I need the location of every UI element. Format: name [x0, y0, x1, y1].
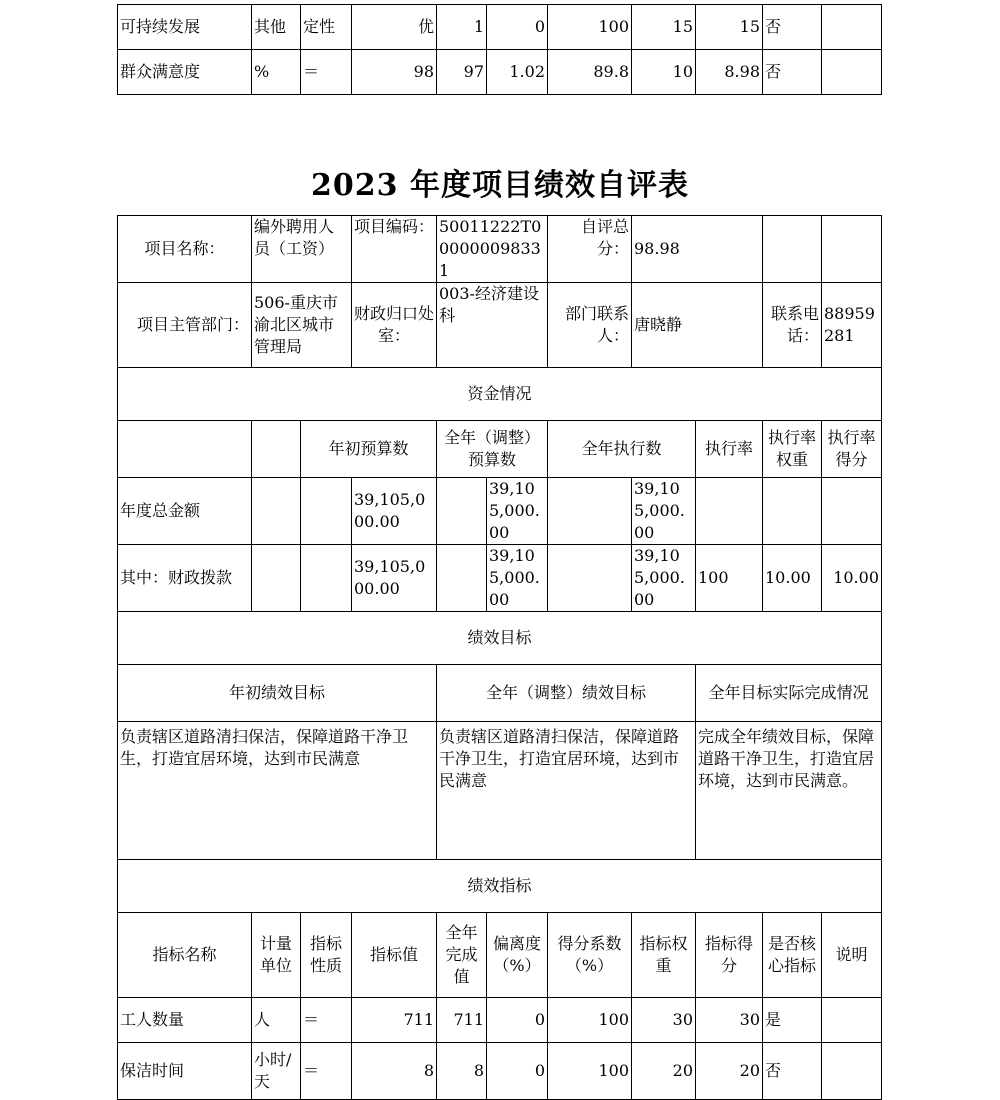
indicator-core: 否: [763, 50, 822, 95]
empty-cell: [252, 478, 301, 545]
table-row: [118, 5, 882, 50]
empty-cell: [822, 216, 882, 283]
indicator-deviation: 1.02: [487, 50, 548, 95]
project-name: 编外聘用人员（工资）: [252, 216, 352, 283]
rate-score: [822, 478, 882, 545]
funds-header-row: [118, 421, 882, 478]
goals-section-title: 绩效目标: [118, 612, 882, 665]
rate-weight: [763, 478, 822, 545]
initial-budget: 39,105,000.00: [352, 478, 437, 545]
executed-amount: 39,105,000.00: [632, 545, 696, 612]
empty-cell: [437, 545, 487, 612]
goals-header-row: [118, 665, 882, 722]
indicator-unit: 人: [252, 998, 301, 1043]
initial-goal-text: 负责辖区道路清扫保洁，保障道路干净卫生，打造宜居环境，达到市民满意: [118, 722, 437, 860]
indicator-note: [822, 998, 882, 1043]
project-name-label: 项目名称：: [118, 216, 252, 283]
indicator-name: 工人数量: [118, 998, 252, 1043]
rate: 100: [696, 545, 763, 612]
indicator-note: [822, 5, 882, 50]
indicator-deviation: 0: [487, 1043, 548, 1100]
indicator-actual: 711: [437, 998, 487, 1043]
adjusted-goal-header: 全年（调整）绩效目标: [437, 665, 696, 722]
project-info-row: [118, 283, 882, 368]
header-score: 指标得分: [696, 913, 763, 998]
rate-score: 10.00: [822, 545, 882, 612]
indicator-deviation: 0: [487, 998, 548, 1043]
adjusted-budget-header: 全年（调整）预算数: [437, 421, 548, 478]
table-row: [118, 50, 882, 95]
indicator-target: 8: [352, 1043, 437, 1100]
funds-section-title: 资金情况: [118, 368, 882, 421]
adjusted-budget: 39,105,000.00: [487, 478, 548, 545]
header-deviation: 偏离度（%）: [487, 913, 548, 998]
funds-row-label: 年度总金额: [118, 478, 252, 545]
dept-label: 项目主管部门：: [118, 283, 252, 368]
header-target: 指标值: [352, 913, 437, 998]
self-score: 98.98: [632, 216, 763, 283]
indicator-nature: ＝: [301, 50, 352, 95]
table-row: [118, 1043, 882, 1100]
indicator-core: 否: [763, 5, 822, 50]
indicator-name: 可持续发展: [118, 5, 252, 50]
table-row: [118, 545, 882, 612]
rate-header: 执行率: [696, 421, 763, 478]
indicator-unit: 小时/天: [252, 1043, 301, 1100]
header-weight: 指标权重: [632, 913, 696, 998]
indicator-unit: 其他: [252, 5, 301, 50]
phone: 88959281: [822, 283, 882, 368]
initial-goal-header: 年初绩效目标: [118, 665, 437, 722]
header-nature: 指标性质: [301, 913, 352, 998]
indicator-core: 否: [763, 1043, 822, 1100]
empty-cell: [252, 421, 301, 478]
initial-budget: 39,105,000.00: [352, 545, 437, 612]
finance-label: 财政归口处室：: [352, 283, 437, 368]
indicator-nature: ＝: [301, 998, 352, 1043]
indicator-weight: 10: [632, 50, 696, 95]
empty-cell: [252, 545, 301, 612]
funds-row-label: 其中：财政拨款: [118, 545, 252, 612]
indicator-score: 8.98: [696, 50, 763, 95]
section-row: [118, 860, 882, 913]
header-actual: 全年完成值: [437, 913, 487, 998]
empty-cell: [301, 478, 352, 545]
section-row: [118, 368, 882, 421]
indicator-score: 15: [696, 5, 763, 50]
project-code: 50011222T000000098331: [437, 216, 548, 283]
empty-cell: [763, 216, 822, 283]
dept: 506-重庆市渝北区城市管理局: [252, 283, 352, 368]
indicator-note: [822, 1043, 882, 1100]
indicator-actual: 97: [437, 50, 487, 95]
indicator-deviation: 0: [487, 5, 548, 50]
indicator-target: 98: [352, 50, 437, 95]
indicator-target: 711: [352, 998, 437, 1043]
indicator-coef: 100: [548, 998, 632, 1043]
indicator-target: 优: [352, 5, 437, 50]
indicator-name: 群众满意度: [118, 50, 252, 95]
executed-amount: 39,105,000.00: [632, 478, 696, 545]
rate-weight: 10.00: [763, 545, 822, 612]
empty-cell: [548, 545, 632, 612]
header-unit: 计量单位: [252, 913, 301, 998]
indicator-score: 20: [696, 1043, 763, 1100]
executed-header: 全年执行数: [548, 421, 696, 478]
indicator-unit: %: [252, 50, 301, 95]
header-note: 说明: [822, 913, 882, 998]
rate-score-header: 执行率得分: [822, 421, 882, 478]
header-core: 是否核心指标: [763, 913, 822, 998]
empty-cell: [548, 478, 632, 545]
indicators-header-row: [118, 913, 882, 998]
actual-goal-header: 全年目标实际完成情况: [696, 665, 882, 722]
indicator-weight: 30: [632, 998, 696, 1043]
indicator-core: 是: [763, 998, 822, 1043]
actual-goal-text: 完成全年绩效目标，保障道路干净卫生，打造宜居环境，达到市民满意。: [696, 722, 882, 860]
indicator-actual: 1: [437, 5, 487, 50]
adjusted-budget: 39,105,000.00: [487, 545, 548, 612]
goals-content-row: [118, 722, 882, 860]
indicator-coef: 100: [548, 1043, 632, 1100]
table-row: [118, 478, 882, 545]
contact: 唐晓静: [632, 283, 763, 368]
evaluation-table: [117, 215, 882, 1100]
project-code-label: 项目编码：: [352, 216, 437, 283]
section-row: [118, 612, 882, 665]
indicator-actual: 8: [437, 1043, 487, 1100]
indicator-coef: 100: [548, 5, 632, 50]
table-row: [118, 998, 882, 1043]
empty-cell: [118, 421, 252, 478]
previous-indicators-table: [117, 4, 882, 95]
rate-weight-header: 执行率权重: [763, 421, 822, 478]
indicator-nature: 定性: [301, 5, 352, 50]
adjusted-goal-text: 负责辖区道路清扫保洁，保障道路干净卫生，打造宜居环境，达到市民满意: [437, 722, 696, 860]
contact-label: 部门联系人：: [548, 283, 632, 368]
indicators-section-title: 绩效指标: [118, 860, 882, 913]
page-title: 2023 年度项目绩效自评表: [311, 168, 689, 203]
indicator-weight: 15: [632, 5, 696, 50]
finance: 003-经济建设科: [437, 283, 548, 368]
indicator-nature: ＝: [301, 1043, 352, 1100]
indicator-score: 30: [696, 998, 763, 1043]
header-coef: 得分系数（%）: [548, 913, 632, 998]
project-info-row: [118, 216, 882, 283]
indicator-name: 保洁时间: [118, 1043, 252, 1100]
empty-cell: [301, 545, 352, 612]
phone-label: 联系电话：: [763, 283, 822, 368]
indicator-note: [822, 50, 882, 95]
header-name: 指标名称: [118, 913, 252, 998]
self-score-label: 自评总分：: [548, 216, 632, 283]
indicator-coef: 89.8: [548, 50, 632, 95]
rate: [696, 478, 763, 545]
initial-budget-header: 年初预算数: [301, 421, 437, 478]
indicator-weight: 20: [632, 1043, 696, 1100]
empty-cell: [437, 478, 487, 545]
